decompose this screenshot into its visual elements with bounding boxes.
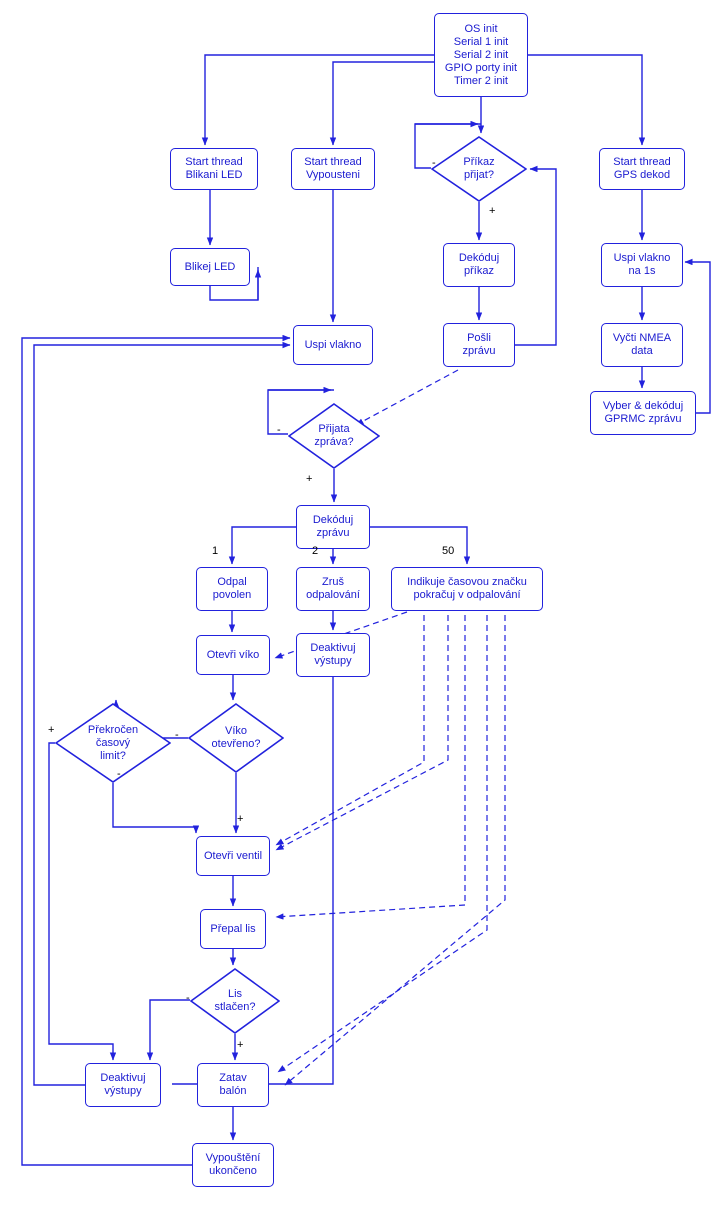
node-vypousteni-ukonceno bbox=[192, 1143, 274, 1187]
node-lis-stlacen bbox=[190, 968, 280, 1034]
node-label: Blikej LED bbox=[184, 260, 236, 273]
node-deaktivuj-vystupy-2 bbox=[85, 1063, 161, 1107]
node-uspi-vlakno-na-1s bbox=[601, 243, 683, 287]
node-start-thread-blikani-led bbox=[170, 148, 258, 190]
node-label: Pošli zprávu bbox=[462, 332, 496, 357]
node-label: Příkaz přijat? bbox=[463, 156, 495, 181]
node-label: Indikuje časovou značku pokračuj v odpalování bbox=[407, 576, 527, 601]
node-posli-zpravu bbox=[443, 323, 515, 367]
node-label: Zatav balón bbox=[219, 1072, 247, 1097]
node-label: Start thread Blikani LED bbox=[185, 156, 243, 181]
edge-label-minus-prikaz: - bbox=[432, 157, 436, 169]
node-os-init bbox=[434, 13, 528, 97]
node-label: Zruš odpalování bbox=[306, 576, 360, 601]
node-uspi-vlakno bbox=[293, 325, 373, 365]
node-label: Uspi vlakno na 1s bbox=[613, 252, 671, 277]
node-label: Otevři ventil bbox=[203, 849, 263, 862]
node-label: Přepal lis bbox=[210, 922, 256, 935]
node-label: Víko otevřeno? bbox=[211, 725, 261, 750]
node-label: Vyber & dekóduj GPRMC zprávu bbox=[602, 400, 684, 425]
node-label: Start thread GPS dekod bbox=[613, 156, 671, 181]
node-otevri-ventil bbox=[196, 836, 270, 876]
node-indikuje-casovou-znacku bbox=[391, 567, 543, 611]
node-label: Vypouštění ukončeno bbox=[205, 1152, 261, 1177]
node-dekoduj-prikaz bbox=[443, 243, 515, 287]
node-label: Lis stlačen? bbox=[214, 988, 256, 1013]
edge-label-minus-prijata: - bbox=[277, 424, 281, 436]
edge-label-minus-viko: - bbox=[175, 729, 179, 741]
edge-label-minus-prekrocen: - bbox=[117, 768, 121, 780]
node-label: OS init Serial 1 init Serial 2 init GPIO porty init Timer 2 init bbox=[444, 22, 518, 87]
node-blikej-led bbox=[170, 248, 250, 286]
node-prepal-lis bbox=[200, 909, 266, 949]
node-label: Vyčti NMEA data bbox=[612, 332, 672, 357]
node-label: Deaktivuj výstupy bbox=[100, 1072, 146, 1097]
node-deaktivuj-vystupy-1 bbox=[296, 633, 370, 677]
node-start-thread-gps-dekod bbox=[599, 148, 685, 190]
edge-label-plus-lis: + bbox=[237, 1039, 244, 1051]
edge-label-plus-viko: + bbox=[237, 813, 244, 825]
edge-label-plus-prijata: + bbox=[306, 473, 313, 485]
node-odpal-povolen bbox=[196, 567, 268, 611]
node-label: Překročen časový limit? bbox=[87, 723, 139, 762]
node-vycti-nmea-data bbox=[601, 323, 683, 367]
node-zrus-odpalovani bbox=[296, 567, 370, 611]
node-label: Dekóduj zprávu bbox=[312, 514, 354, 539]
node-label: Otevři víko bbox=[206, 648, 260, 661]
edge-label-plus-prikaz: + bbox=[489, 205, 496, 217]
node-zatav-balon bbox=[197, 1063, 269, 1107]
node-vyber-dekoduj-gprmc bbox=[590, 391, 696, 435]
node-otevri-viko bbox=[196, 635, 270, 675]
node-viko-otevreno bbox=[188, 703, 284, 773]
edge-label-minus-lis: - bbox=[186, 992, 190, 1004]
node-label: Odpal povolen bbox=[212, 576, 252, 601]
node-label: Deaktivuj výstupy bbox=[310, 642, 356, 667]
node-label: Start thread Vypousteni bbox=[304, 156, 362, 181]
edge-label-branch-2: 2 bbox=[312, 545, 319, 557]
node-prijata-zprava bbox=[288, 403, 380, 469]
node-prikaz-prijat bbox=[431, 136, 527, 202]
edge-label-branch-1: 1 bbox=[212, 545, 219, 557]
node-label: Uspi vlakno bbox=[304, 338, 362, 351]
edge-label-branch-50: 50 bbox=[442, 545, 455, 557]
node-dekoduj-zpravu bbox=[296, 505, 370, 549]
node-label: Dekóduj příkaz bbox=[458, 252, 500, 277]
node-start-thread-vypousteni bbox=[291, 148, 375, 190]
node-prekrocen-casovy-limit bbox=[55, 703, 171, 783]
edge-label-plus-prekrocen: + bbox=[48, 724, 55, 736]
node-label: Přijata zpráva? bbox=[314, 423, 354, 448]
